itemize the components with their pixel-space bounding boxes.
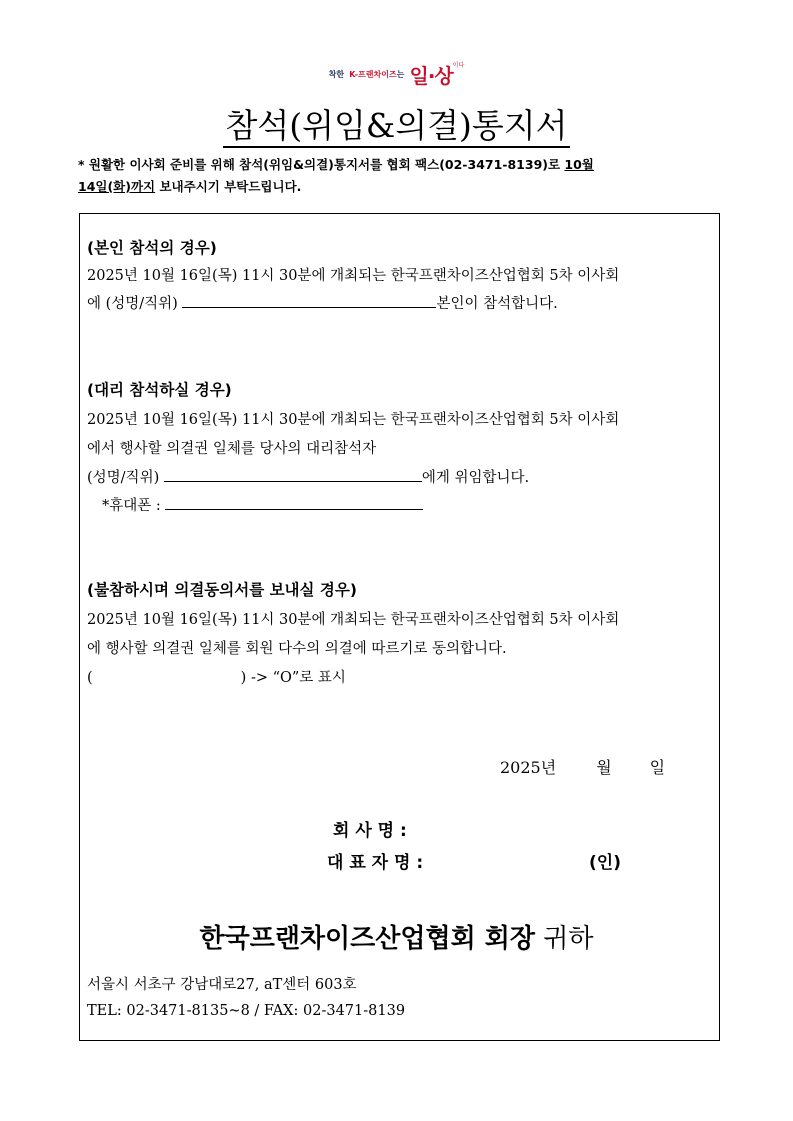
logo-suffix: 이다 (452, 62, 465, 69)
section-self-line1: 2025년 10월 16일(목) 11시 30분에 개최되는 한국프랜차이즈산업협회 5차 이사회 (87, 268, 620, 284)
addressee-name: 한국프랜차이즈산업협회 회장 (199, 924, 536, 954)
section-proxy-line2: 에서 행사할 의결권 일체를 당사의 대리참석자 (87, 441, 377, 457)
logo-main: 일·상 (409, 64, 453, 88)
logo-prefix: 착한 (328, 70, 345, 79)
section-proxy-line3: (성명/직위) 에게 위임합니다. (87, 466, 717, 487)
notice-text: * 원활한 이사회 준비를 위해 참석(위임&의결)통지서를 협회 팩스(02-3471-8139)로 (78, 157, 565, 172)
addressee-honorific: 귀하 (535, 924, 594, 954)
header-logo (0, 60, 793, 88)
footer-address: 서울시 서초구 강남대로27, aT센터 603호 (87, 977, 357, 993)
section-self-heading: (본인 참석의 경우) (87, 239, 217, 257)
notice-deadline-month: 10월 (564, 157, 594, 172)
logo-kfranchise: K-프랜차이즈 (349, 70, 397, 79)
section-self-line2: 에 (성명/직위) 본인이 참석합니다. (87, 292, 717, 313)
representative-label: 대 표 자 명 : (327, 853, 424, 873)
section-proxy-phone: *휴대폰 : (102, 494, 732, 515)
self-name-field[interactable] (182, 293, 436, 308)
date-day: 일 (649, 758, 666, 777)
section-absent-mark: ( ) -> “O”로 표시 (87, 670, 346, 686)
notice-text-end: 보내주시기 부탁드립니다. (155, 179, 302, 194)
section-absent-line2: 에 행사할 의결권 일체를 회원 다수의 의결에 따르기로 동의합니다. (87, 641, 507, 657)
notice-deadline-day: 14일(화)까지 (78, 179, 156, 194)
section-absent-line1: 2025년 10월 16일(목) 11시 30분에 개최되는 한국프랜차이즈산업협회 5차 이사회 (87, 612, 620, 628)
section-proxy-line1: 2025년 10월 16일(목) 11시 30분에 개최되는 한국프랜차이즈산업협회 5차 이사회 (87, 412, 620, 428)
date-month: 월 (596, 758, 612, 777)
company-name-label: 회 사 명 : (333, 821, 407, 841)
document-title: 참석(위임&의결)통지서 (0, 100, 793, 147)
seal-mark: (인) (589, 853, 621, 873)
footer-contact: TEL: 02-3471-8135~8 / FAX: 02-3471-8139 (87, 1003, 406, 1019)
signature-date (500, 755, 665, 778)
section-proxy-heading: (대리 참석하실 경우) (87, 381, 232, 399)
date-year: 2025년 (500, 758, 557, 777)
submission-notice (78, 154, 718, 198)
proxy-name-field[interactable] (164, 467, 422, 482)
addressee (0, 918, 793, 955)
logo-particle: 는 (396, 70, 405, 79)
proxy-phone-field[interactable] (165, 495, 423, 510)
section-absent-heading: (불참하시며 의결동의서를 보내실 경우) (87, 581, 357, 599)
